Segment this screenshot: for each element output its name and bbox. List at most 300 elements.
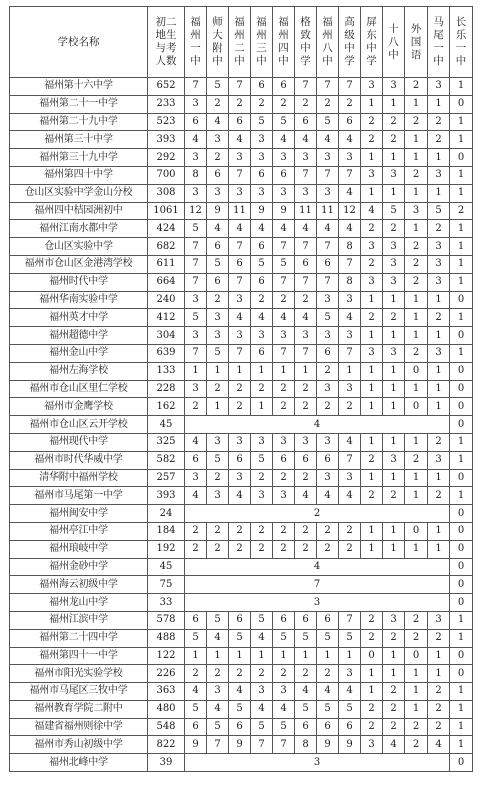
quota-cell: 2 [207, 469, 229, 487]
quota-cell: 4 [383, 736, 405, 754]
table-row [10, 611, 473, 629]
quota-cell: 8 [185, 166, 207, 184]
quota-cell: 12 [185, 202, 207, 220]
table-row [10, 291, 473, 309]
table-row [10, 113, 473, 131]
quota-cell: 2 [361, 700, 383, 718]
quota-cell: 1 [450, 629, 473, 647]
quota-cell: 2 [185, 540, 207, 558]
quota-cell: 2 [317, 398, 339, 416]
quota-cell: 6 [229, 718, 251, 736]
header-label: 学校名称 [57, 35, 100, 48]
quota-cell: 6 [251, 166, 273, 184]
quota-cell: 2 [361, 309, 383, 327]
school-name: 福州龙山中学 [10, 594, 148, 612]
school-name: 福州四中桔园洲初中 [10, 202, 148, 220]
quota-cell: 6 [295, 113, 317, 131]
quota-cell: 4 [229, 487, 251, 505]
quota-cell: 7 [229, 238, 251, 256]
quota-cell: 2 [405, 718, 428, 736]
quota-cell: 7 [339, 255, 361, 273]
quota-cell: 7 [229, 166, 251, 184]
school-name: 福州英才中学 [10, 309, 148, 327]
quota-cell: 3 [229, 433, 251, 451]
header-s18 [383, 7, 405, 78]
quota-cell: 7 [339, 166, 361, 184]
student-count: 24 [148, 505, 185, 523]
table-row [10, 398, 473, 416]
quota-cell: 0 [405, 522, 428, 540]
quota-cell: 2 [428, 433, 450, 451]
table-row [10, 700, 473, 718]
quota-cell: 7 [317, 166, 339, 184]
quota-cell: 2 [383, 131, 405, 149]
student-count: 133 [148, 362, 185, 380]
quota-cell: 3 [207, 683, 229, 701]
quota-cell: 3 [339, 469, 361, 487]
quota-cell: 0 [450, 647, 473, 665]
quota-cell: 4 [339, 309, 361, 327]
quota-cell: 0 [450, 665, 473, 683]
quota-cell: 9 [251, 202, 273, 220]
quota-cell: 5 [317, 700, 339, 718]
student-count: 412 [148, 309, 185, 327]
quota-cell: 2 [295, 95, 317, 113]
quota-cell: 4 [251, 700, 273, 718]
quota-cell: 7 [339, 611, 361, 629]
quota-cell: 4 [295, 220, 317, 238]
quota-cell: 3 [405, 202, 428, 220]
quota-cell: 1 [383, 380, 405, 398]
quota-cell: 1 [405, 380, 428, 398]
table-row [10, 149, 473, 167]
quota-cell: 2 [405, 78, 428, 96]
quota-cell: 3 [295, 149, 317, 167]
quota-cell: 4 [251, 220, 273, 238]
quota-cell: 2 [317, 95, 339, 113]
quota-cell: 1 [361, 433, 383, 451]
quota-cell: 3 [251, 327, 273, 345]
quota-cell: 1 [383, 149, 405, 167]
quota-cell: 3 [251, 683, 273, 701]
quota-cell: 1 [361, 291, 383, 309]
quota-cell: 5 [185, 700, 207, 718]
quota-cell: 11 [317, 202, 339, 220]
quota-cell: 2 [273, 540, 295, 558]
quota-cell: 3 [339, 327, 361, 345]
school-name: 福州金砂中学 [10, 558, 148, 576]
quota-cell: 4 [317, 487, 339, 505]
quota-cell: 0 [450, 469, 473, 487]
quota-cell: 6 [295, 718, 317, 736]
quota-cell: 3 [383, 78, 405, 96]
quota-cell: 3 [295, 433, 317, 451]
quota-cell: 1 [450, 611, 473, 629]
school-name: 福州教育学院二附中 [10, 700, 148, 718]
quota-cell: 4 [229, 220, 251, 238]
quota-cell: 6 [295, 451, 317, 469]
quota-cell: 2 [273, 469, 295, 487]
quota-cell: 3 [383, 273, 405, 291]
quota-cell: 7 [273, 273, 295, 291]
quota-cell: 1 [295, 647, 317, 665]
quota-cell: 6 [317, 344, 339, 362]
table-row [10, 487, 473, 505]
quota-cell: 2 [273, 291, 295, 309]
quota-cell: 2 [207, 665, 229, 683]
quota-cell: 1 [450, 736, 473, 754]
quota-cell: 3 [185, 469, 207, 487]
school-name: 福州江南水都中学 [10, 220, 148, 238]
quota-cell: 4 [273, 131, 295, 149]
quota-cell: 3 [185, 327, 207, 345]
quota-cell: 4 [229, 683, 251, 701]
quota-cell: 6 [207, 273, 229, 291]
student-count: 240 [148, 291, 185, 309]
quota-cell: 1 [450, 78, 473, 96]
student-count: 226 [148, 665, 185, 683]
quota-cell: 2 [229, 398, 251, 416]
quota-cell: 1 [295, 362, 317, 380]
quota-cell: 1 [361, 327, 383, 345]
quota-cell: 3 [229, 184, 251, 202]
quota-cell: 3 [361, 736, 383, 754]
quota-cell: 1 [361, 95, 383, 113]
quota-cell: 2 [207, 522, 229, 540]
student-count: 39 [148, 754, 185, 772]
table-row [10, 344, 473, 362]
quota-cell: 1 [450, 344, 473, 362]
school-name: 福州第十六中学 [10, 78, 148, 96]
student-count: 363 [148, 683, 185, 701]
table-row [10, 683, 473, 701]
quota-cell: 6 [251, 273, 273, 291]
header-fz8 [317, 7, 339, 78]
quota-cell: 6 [229, 611, 251, 629]
quota-cell: 2 [339, 522, 361, 540]
quota-cell: 2 [428, 629, 450, 647]
school-name: 福州市仓山区云开学校 [10, 416, 148, 434]
quota-cell: 2 [405, 629, 428, 647]
quota-cell: 3 [207, 309, 229, 327]
header-fz1 [185, 7, 207, 78]
quota-cell: 6 [229, 113, 251, 131]
quota-cell: 1 [428, 469, 450, 487]
student-count: 1061 [148, 202, 185, 220]
quota-cell: 2 [339, 398, 361, 416]
quota-cell: 1 [185, 647, 207, 665]
quota-cell: 1 [361, 398, 383, 416]
quota-cell: 7 [273, 238, 295, 256]
quota-cell: 1 [207, 362, 229, 380]
quota-cell: 7 [185, 344, 207, 362]
quota-cell: 4 [295, 131, 317, 149]
quota-cell: 1 [428, 647, 450, 665]
quota-cell: 1 [405, 433, 428, 451]
quota-cell: 1 [450, 166, 473, 184]
quota-cell: 1 [383, 398, 405, 416]
quota-cell: 4 [273, 220, 295, 238]
school-name: 福州第三十中学 [10, 131, 148, 149]
student-count: 292 [148, 149, 185, 167]
quota-cell: 1 [361, 665, 383, 683]
quota-cell: 1 [361, 522, 383, 540]
quota-cell: 3 [295, 327, 317, 345]
quota-cell: 6 [317, 451, 339, 469]
header-label: 屏 东 中 学 [366, 16, 377, 67]
quota-cell: 1 [450, 238, 473, 256]
quota-cell: 1 [428, 540, 450, 558]
quota-cell: 1 [405, 95, 428, 113]
quota-cell: 1 [383, 184, 405, 202]
quota-cell: 1 [428, 184, 450, 202]
quota-cell: 2 [361, 629, 383, 647]
quota-cell: 1 [450, 487, 473, 505]
quota-cell: 3 [229, 291, 251, 309]
student-count: 233 [148, 95, 185, 113]
quota-cell: 2 [295, 380, 317, 398]
table-row [10, 238, 473, 256]
quota-cell: 3 [229, 149, 251, 167]
quota-cell: 2 [339, 540, 361, 558]
quota-cell: 1 [405, 683, 428, 701]
table-row [10, 736, 473, 754]
quota-cell: 2 [361, 131, 383, 149]
quota-cell: 4 [185, 433, 207, 451]
quota-cell: 3 [185, 380, 207, 398]
quota-cell: 8 [295, 736, 317, 754]
quota-cell: 3 [317, 469, 339, 487]
student-count: 682 [148, 238, 185, 256]
quota-cell: 5 [251, 718, 273, 736]
quota-cell: 7 [295, 273, 317, 291]
merged-quota: 3 [185, 594, 450, 612]
quota-cell: 1 [405, 540, 428, 558]
quota-cell: 1 [229, 362, 251, 380]
quota-cell: 2 [361, 255, 383, 273]
quota-cell: 2 [251, 291, 273, 309]
quota-cell: 1 [361, 149, 383, 167]
quota-cell: 0 [450, 558, 473, 576]
student-count: 480 [148, 700, 185, 718]
table-row [10, 754, 473, 772]
quota-cell: 2 [207, 380, 229, 398]
quota-cell: 1 [428, 665, 450, 683]
quota-cell: 6 [185, 611, 207, 629]
quota-cell: 6 [207, 166, 229, 184]
quota-cell: 6 [185, 113, 207, 131]
student-count: 822 [148, 736, 185, 754]
quota-cell: 7 [317, 78, 339, 96]
quota-cell: 3 [251, 149, 273, 167]
school-name: 福州第二十一中学 [10, 95, 148, 113]
quota-cell: 1 [428, 149, 450, 167]
quota-cell: 7 [229, 78, 251, 96]
quota-cell: 4 [317, 131, 339, 149]
quota-cell: 1 [251, 647, 273, 665]
school-name: 福州市金鹰学校 [10, 398, 148, 416]
quota-cell: 1 [428, 522, 450, 540]
quota-cell: 1 [450, 309, 473, 327]
table-row [10, 362, 473, 380]
quota-cell: 7 [295, 344, 317, 362]
table-row [10, 255, 473, 273]
quota-cell: 3 [361, 344, 383, 362]
quota-cell: 3 [339, 149, 361, 167]
quota-cell: 1 [428, 291, 450, 309]
table-row [10, 576, 473, 594]
header-cl [450, 7, 473, 78]
quota-cell: 0 [450, 362, 473, 380]
quota-cell: 1 [383, 433, 405, 451]
header-count [148, 7, 185, 78]
quota-cell: 2 [383, 113, 405, 131]
quota-cell: 2 [405, 736, 428, 754]
quota-cell: 1 [383, 522, 405, 540]
school-name: 仓山区实验中学 [10, 238, 148, 256]
quota-cell: 2 [229, 540, 251, 558]
quota-cell: 5 [207, 718, 229, 736]
student-count: 33 [148, 594, 185, 612]
quota-cell: 3 [251, 131, 273, 149]
quota-cell: 8 [339, 273, 361, 291]
quota-cell: 6 [273, 166, 295, 184]
quota-cell: 8 [339, 238, 361, 256]
student-count: 192 [148, 540, 185, 558]
quota-cell: 2 [361, 220, 383, 238]
quota-cell: 6 [317, 611, 339, 629]
quota-cell: 2 [317, 540, 339, 558]
quota-cell: 4 [251, 309, 273, 327]
school-name: 福州江滨中学 [10, 611, 148, 629]
quota-cell: 5 [185, 309, 207, 327]
quota-cell: 3 [229, 327, 251, 345]
quota-cell: 1 [361, 683, 383, 701]
quota-cell: 2 [361, 113, 383, 131]
quota-cell: 3 [383, 451, 405, 469]
quota-cell: 5 [229, 700, 251, 718]
quota-cell: 6 [317, 718, 339, 736]
quota-cell: 4 [339, 487, 361, 505]
quota-cell: 3 [383, 611, 405, 629]
student-count: 488 [148, 629, 185, 647]
quota-cell: 3 [185, 149, 207, 167]
header-label: 福 州 一 中 [190, 16, 201, 67]
quota-cell: 6 [207, 238, 229, 256]
quota-cell: 5 [273, 718, 295, 736]
quota-cell: 3 [295, 184, 317, 202]
quota-cell: 2 [251, 95, 273, 113]
quota-cell: 4 [428, 736, 450, 754]
quota-cell: 2 [295, 398, 317, 416]
quota-cell: 2 [273, 380, 295, 398]
quota-cell: 3 [428, 255, 450, 273]
quota-cell: 1 [405, 184, 428, 202]
quota-cell: 1 [428, 398, 450, 416]
student-count: 639 [148, 344, 185, 362]
quota-cell: 2 [339, 95, 361, 113]
quota-cell: 2 [251, 540, 273, 558]
quota-cell: 3 [317, 149, 339, 167]
quota-cell: 4 [339, 131, 361, 149]
quota-cell: 7 [339, 78, 361, 96]
table-row [10, 540, 473, 558]
quota-cell: 1 [207, 647, 229, 665]
quota-cell: 1 [229, 647, 251, 665]
quota-cell: 4 [185, 683, 207, 701]
quota-cell: 4 [317, 220, 339, 238]
quota-cell: 3 [383, 344, 405, 362]
quota-cell: 12 [339, 202, 361, 220]
quota-cell: 0 [450, 416, 473, 434]
quota-cell: 2 [273, 95, 295, 113]
merged-quota: 4 [185, 416, 450, 434]
table-row [10, 433, 473, 451]
school-name: 福州现代中学 [10, 433, 148, 451]
quota-cell: 0 [450, 540, 473, 558]
table-row [10, 78, 473, 96]
quota-cell: 4 [339, 184, 361, 202]
school-name: 福州市时代华威中学 [10, 451, 148, 469]
student-count: 393 [148, 131, 185, 149]
quota-cell: 9 [273, 202, 295, 220]
quota-cell: 1 [405, 309, 428, 327]
quota-cell: 3 [428, 451, 450, 469]
quota-cell: 2 [428, 487, 450, 505]
header-label: 福 州 四 中 [278, 16, 289, 67]
header-fz2 [229, 7, 251, 78]
student-count: 548 [148, 718, 185, 736]
quota-cell: 2 [207, 291, 229, 309]
quota-cell: 1 [361, 380, 383, 398]
quota-cell: 2 [229, 380, 251, 398]
quota-cell: 0 [405, 362, 428, 380]
quota-cell: 0 [450, 380, 473, 398]
quota-cell: 5 [317, 629, 339, 647]
student-count: 184 [148, 522, 185, 540]
quota-cell: 1 [361, 469, 383, 487]
quota-cell: 6 [251, 344, 273, 362]
quota-cell: 7 [207, 736, 229, 754]
school-name: 福州第二十九中学 [10, 113, 148, 131]
table-row [10, 327, 473, 345]
quota-cell: 5 [229, 629, 251, 647]
quota-cell: 1 [405, 665, 428, 683]
quota-cell: 4 [295, 309, 317, 327]
quota-cell: 4 [229, 309, 251, 327]
quota-cell: 2 [317, 665, 339, 683]
quota-cell: 3 [207, 184, 229, 202]
quota-cell: 1 [428, 380, 450, 398]
student-count: 424 [148, 220, 185, 238]
school-name: 福州第四十一中学 [10, 647, 148, 665]
quota-cell: 2 [207, 95, 229, 113]
quota-cell: 2 [405, 451, 428, 469]
student-count: 652 [148, 78, 185, 96]
quota-cell: 3 [273, 327, 295, 345]
table-row [10, 665, 473, 683]
quota-cell: 1 [251, 398, 273, 416]
header-label: 初二 地生 与考 人数 [155, 16, 177, 67]
quota-cell: 2 [251, 665, 273, 683]
quota-cell: 2 [207, 149, 229, 167]
school-name: 福州亭江中学 [10, 522, 148, 540]
quota-cell: 3 [317, 291, 339, 309]
quota-cell: 1 [428, 362, 450, 380]
quota-cell: 4 [295, 487, 317, 505]
student-count: 75 [148, 576, 185, 594]
quota-cell: 1 [405, 700, 428, 718]
